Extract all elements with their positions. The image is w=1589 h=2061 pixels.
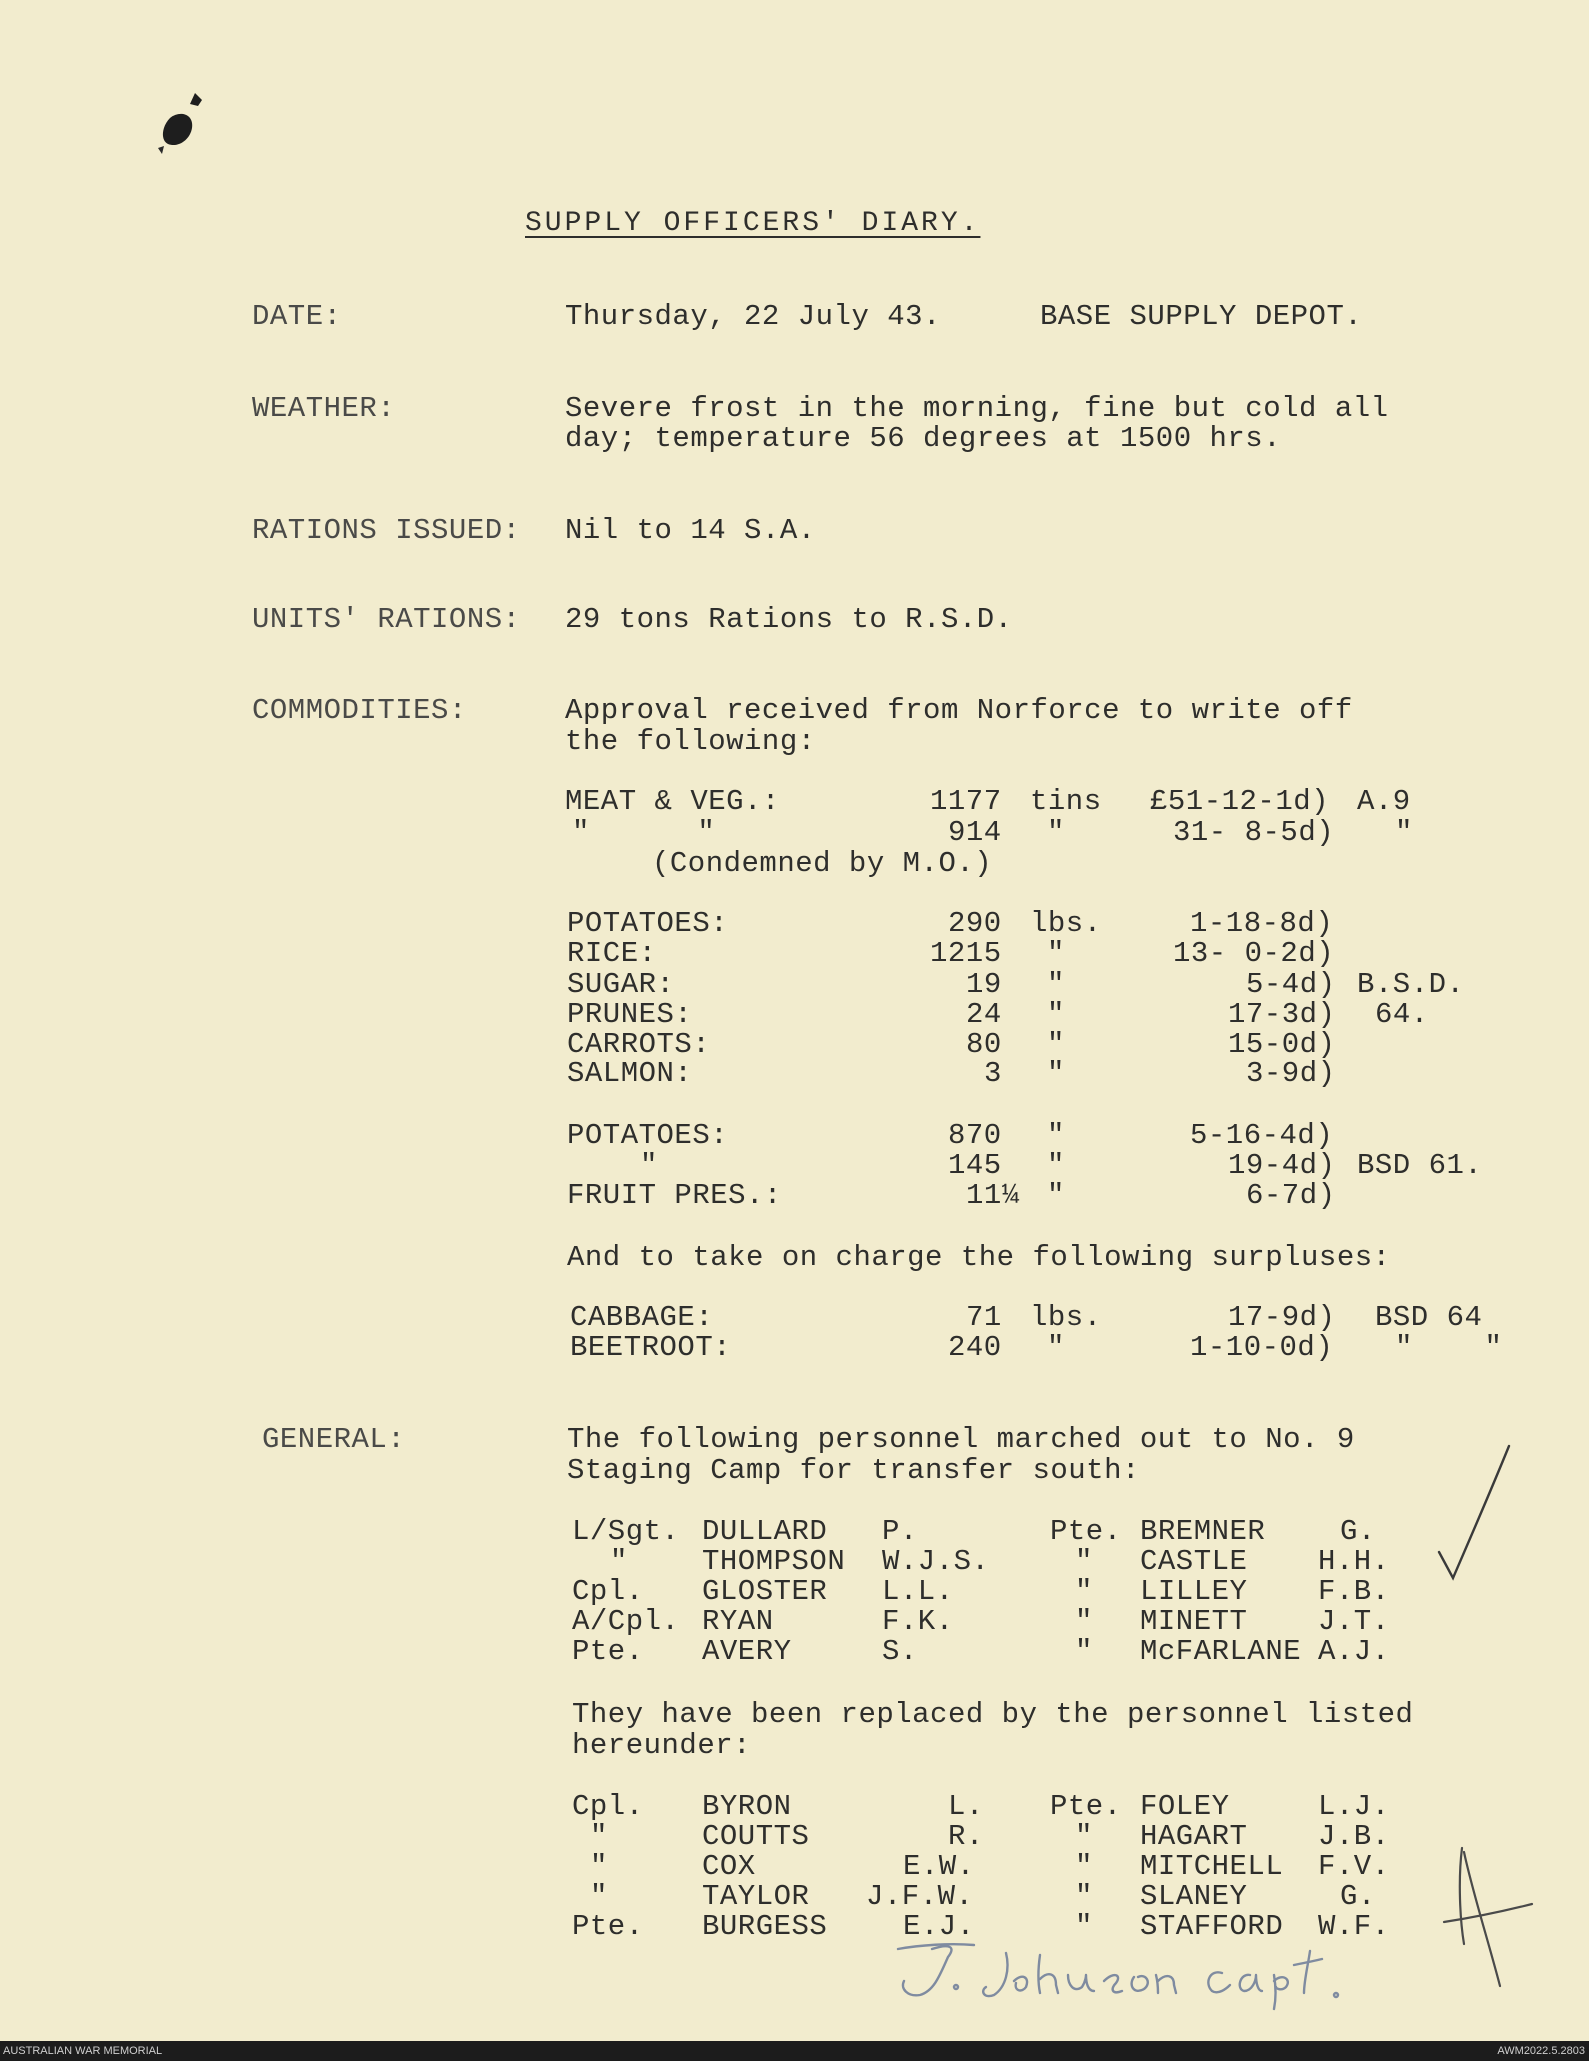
personnel-name: MITCHELL [1140, 1850, 1284, 1883]
table-row-unit: " [1047, 998, 1065, 1031]
signature [890, 1935, 1370, 2010]
table-row-qty: 290 [948, 907, 1002, 940]
units-rations-label: UNITS' RATIONS: [252, 603, 521, 636]
tick-mark [1435, 1440, 1515, 1590]
table-row-unit: " [1047, 1179, 1065, 1212]
rations-issued-label: RATIONS ISSUED: [252, 514, 521, 547]
personnel-initials: L.J. [1318, 1790, 1390, 1823]
table-row-unit: " [1047, 1119, 1065, 1152]
personnel-initials: H.H. [1318, 1545, 1390, 1578]
table-row-unit: " [1047, 968, 1065, 1001]
personnel-initials: G. [1340, 1515, 1376, 1548]
table-row-unit: " [1047, 1331, 1065, 1364]
table-row-value: 5-16-4d) [1190, 1119, 1334, 1152]
personnel-initials: S. [882, 1635, 918, 1668]
table-row-item: SUGAR: [567, 968, 675, 1001]
personnel-initials: J.B. [1318, 1820, 1390, 1853]
personnel-initials: R. [948, 1820, 984, 1853]
personnel-rank: " [1075, 1635, 1093, 1668]
table-row-ref: BSD 64 [1375, 1301, 1483, 1334]
personnel-initials: J.T. [1318, 1605, 1390, 1638]
table-row-value: 3-9d) [1246, 1057, 1336, 1090]
personnel-name: THOMPSON [702, 1545, 846, 1578]
table-row-value: 1-18-8d) [1190, 907, 1334, 940]
personnel-rank: " [610, 1545, 628, 1578]
table-row-item: " " [572, 816, 716, 849]
table-row-qty: 145 [948, 1149, 1002, 1182]
table-row-item: RICE: [567, 937, 657, 970]
personnel-rank: " [1075, 1575, 1093, 1608]
table-row-qty: 19 [966, 968, 1002, 1001]
general-line-1: The following personnel marched out to No. 9 [567, 1423, 1355, 1456]
table-row-item: FRUIT PRES.: [567, 1179, 782, 1212]
page-title: SUPPLY OFFICERS' DIARY. [525, 208, 981, 239]
condemned-note: (Condemned by M.O.) [652, 847, 993, 880]
personnel-name: CASTLE [1140, 1545, 1248, 1578]
table-row-unit: " [1047, 1057, 1065, 1090]
table-row-qty: 240 [948, 1331, 1002, 1364]
personnel-rank: A/Cpl. [572, 1605, 680, 1638]
personnel-initials: E.W. [903, 1850, 975, 1883]
personnel-rank: " [1075, 1850, 1093, 1883]
personnel-initials: F.B. [1318, 1575, 1390, 1608]
personnel-name: BURGESS [702, 1910, 828, 1943]
commodities-label: COMMODITIES: [252, 694, 467, 727]
table-row-qty: 870 [948, 1119, 1002, 1152]
table-row-unit: tins [1030, 785, 1102, 818]
personnel-initials: W.J.S. [882, 1545, 990, 1578]
replaced-line-2: hereunder: [572, 1729, 752, 1762]
table-row-item: SALMON: [567, 1057, 693, 1090]
personnel-name: STAFFORD [1140, 1910, 1284, 1943]
personnel-name: AVERY [702, 1635, 792, 1668]
general-label: GENERAL: [262, 1423, 406, 1456]
table-row-unit: " [1047, 1028, 1065, 1061]
table-row-item: POTATOES: [567, 907, 729, 940]
date-label: DATE: [252, 300, 342, 333]
personnel-rank: Cpl. [572, 1790, 644, 1823]
table-row-value: 17-9d) [1228, 1301, 1336, 1334]
personnel-initials: L. [948, 1790, 984, 1823]
personnel-rank: Pte. [1050, 1515, 1122, 1548]
personnel-initials: P. [882, 1515, 918, 1548]
personnel-rank: " [590, 1820, 608, 1853]
personnel-name: McFARLANE [1140, 1635, 1302, 1668]
table-row-qty: 914 [948, 816, 1002, 849]
table-row-value: 6-7d) [1246, 1179, 1336, 1212]
table-row-value: 19-4d) [1228, 1149, 1336, 1182]
personnel-initials: E.J. [903, 1910, 975, 1943]
table-row-value: 31- 8-5d) [1173, 816, 1335, 849]
date-value: Thursday, 22 July 43. [565, 300, 941, 333]
table-row-unit: lbs. [1030, 907, 1102, 940]
replaced-line-1: They have been replaced by the personnel listed [572, 1698, 1414, 1731]
table-row-item: PRUNES: [567, 998, 693, 1031]
personnel-rank: Pte. [572, 1910, 644, 1943]
weather-line-1: Severe frost in the morning, fine but cold all [565, 392, 1389, 425]
personnel-rank: Cpl. [572, 1575, 644, 1608]
personnel-rank: " [590, 1880, 608, 1913]
personnel-initials: L.L. [882, 1575, 954, 1608]
table-row-item: " [640, 1149, 658, 1182]
personnel-name: RYAN [702, 1605, 774, 1638]
personnel-name: TAYLOR [702, 1880, 810, 1913]
units-rations-value: 29 tons Rations to R.S.D. [565, 603, 1013, 636]
personnel-rank: " [590, 1850, 608, 1883]
weather-line-2: day; temperature 56 degrees at 1500 hrs. [565, 422, 1282, 455]
table-row-qty: 1177 [930, 785, 1002, 818]
table-row-ref: 64. [1375, 998, 1429, 1031]
table-row-ref: A.9 [1357, 785, 1411, 818]
personnel-rank: Pte. [1050, 1790, 1122, 1823]
personnel-name: GLOSTER [702, 1575, 828, 1608]
surplus-intro: And to take on charge the following surpluses: [567, 1241, 1391, 1274]
commodities-line-2: the following: [565, 725, 816, 758]
personnel-initials: A.J. [1318, 1635, 1390, 1668]
personnel-name: FOLEY [1140, 1790, 1230, 1823]
table-row-item: CARROTS: [567, 1028, 711, 1061]
table-row-value: £51-12-1d) [1150, 785, 1330, 818]
table-row-value: 13- 0-2d) [1173, 937, 1335, 970]
table-row-unit: " [1047, 816, 1065, 849]
footer-archive-name: AUSTRALIAN WAR MEMORIAL [3, 2045, 163, 2057]
personnel-name: DULLARD [702, 1515, 828, 1548]
table-row-ref: " [1395, 816, 1413, 849]
footer-item-id: AWM2022.5.2803 [1497, 2045, 1585, 2057]
personnel-name: COX [702, 1850, 756, 1883]
table-row-value: 5-4d) [1246, 968, 1336, 1001]
table-row-unit: " [1047, 1149, 1065, 1182]
table-row-qty: 11¼ [966, 1179, 1020, 1212]
table-row-item: BEETROOT: [570, 1331, 732, 1364]
personnel-rank: " [1075, 1910, 1093, 1943]
personnel-rank: " [1075, 1820, 1093, 1853]
table-row-item: POTATOES: [567, 1119, 729, 1152]
table-row-qty: 3 [984, 1057, 1002, 1090]
personnel-name: BYRON [702, 1790, 792, 1823]
personnel-name: MINETT [1140, 1605, 1248, 1638]
personnel-rank: Pte. [572, 1635, 644, 1668]
table-row-item: CABBAGE: [570, 1301, 714, 1334]
table-row-unit: " [1047, 937, 1065, 970]
commodities-line-1: Approval received from Norforce to write off [565, 694, 1353, 727]
personnel-name: BREMNER [1140, 1515, 1266, 1548]
table-row-qty: 1215 [930, 937, 1002, 970]
personnel-rank: " [1075, 1605, 1093, 1638]
personnel-initials: F.K. [882, 1605, 954, 1638]
personnel-rank: L/Sgt. [572, 1515, 680, 1548]
table-row-value: 17-3d) [1228, 998, 1336, 1031]
table-row-ref: B.S.D. [1357, 968, 1465, 1001]
personnel-initials: F.V. [1318, 1850, 1390, 1883]
general-line-2: Staging Camp for transfer south: [567, 1454, 1140, 1487]
weather-label: WEATHER: [252, 392, 396, 425]
personnel-initials: J.F.W. [866, 1880, 974, 1913]
rations-issued-value: Nil to 14 S.A. [565, 514, 816, 547]
personnel-name: SLANEY [1140, 1880, 1248, 1913]
personnel-name: HAGART [1140, 1820, 1248, 1853]
depot-name: BASE SUPPLY DEPOT. [1040, 300, 1363, 333]
table-row-item: MEAT & VEG.: [565, 785, 780, 818]
table-row-value: 15-0d) [1228, 1028, 1336, 1061]
ink-blot-mark [150, 88, 210, 168]
table-row-value: 1-10-0d) [1190, 1331, 1334, 1364]
personnel-name: COUTTS [702, 1820, 810, 1853]
table-row-ref: BSD 61. [1357, 1149, 1483, 1182]
table-row-qty: 71 [966, 1301, 1002, 1334]
archive-footer [0, 2041, 1589, 2061]
table-row-ref: " " [1395, 1331, 1503, 1364]
personnel-rank: " [1075, 1545, 1093, 1578]
table-row-qty: 24 [966, 998, 1002, 1031]
margin-cross-mark [1440, 1840, 1540, 1990]
table-row-qty: 80 [966, 1028, 1002, 1061]
personnel-initials: W.F. [1318, 1910, 1390, 1943]
table-row-unit: lbs. [1030, 1301, 1102, 1334]
personnel-rank: " [1075, 1880, 1093, 1913]
personnel-initials: G. [1340, 1880, 1376, 1913]
personnel-name: LILLEY [1140, 1575, 1248, 1608]
